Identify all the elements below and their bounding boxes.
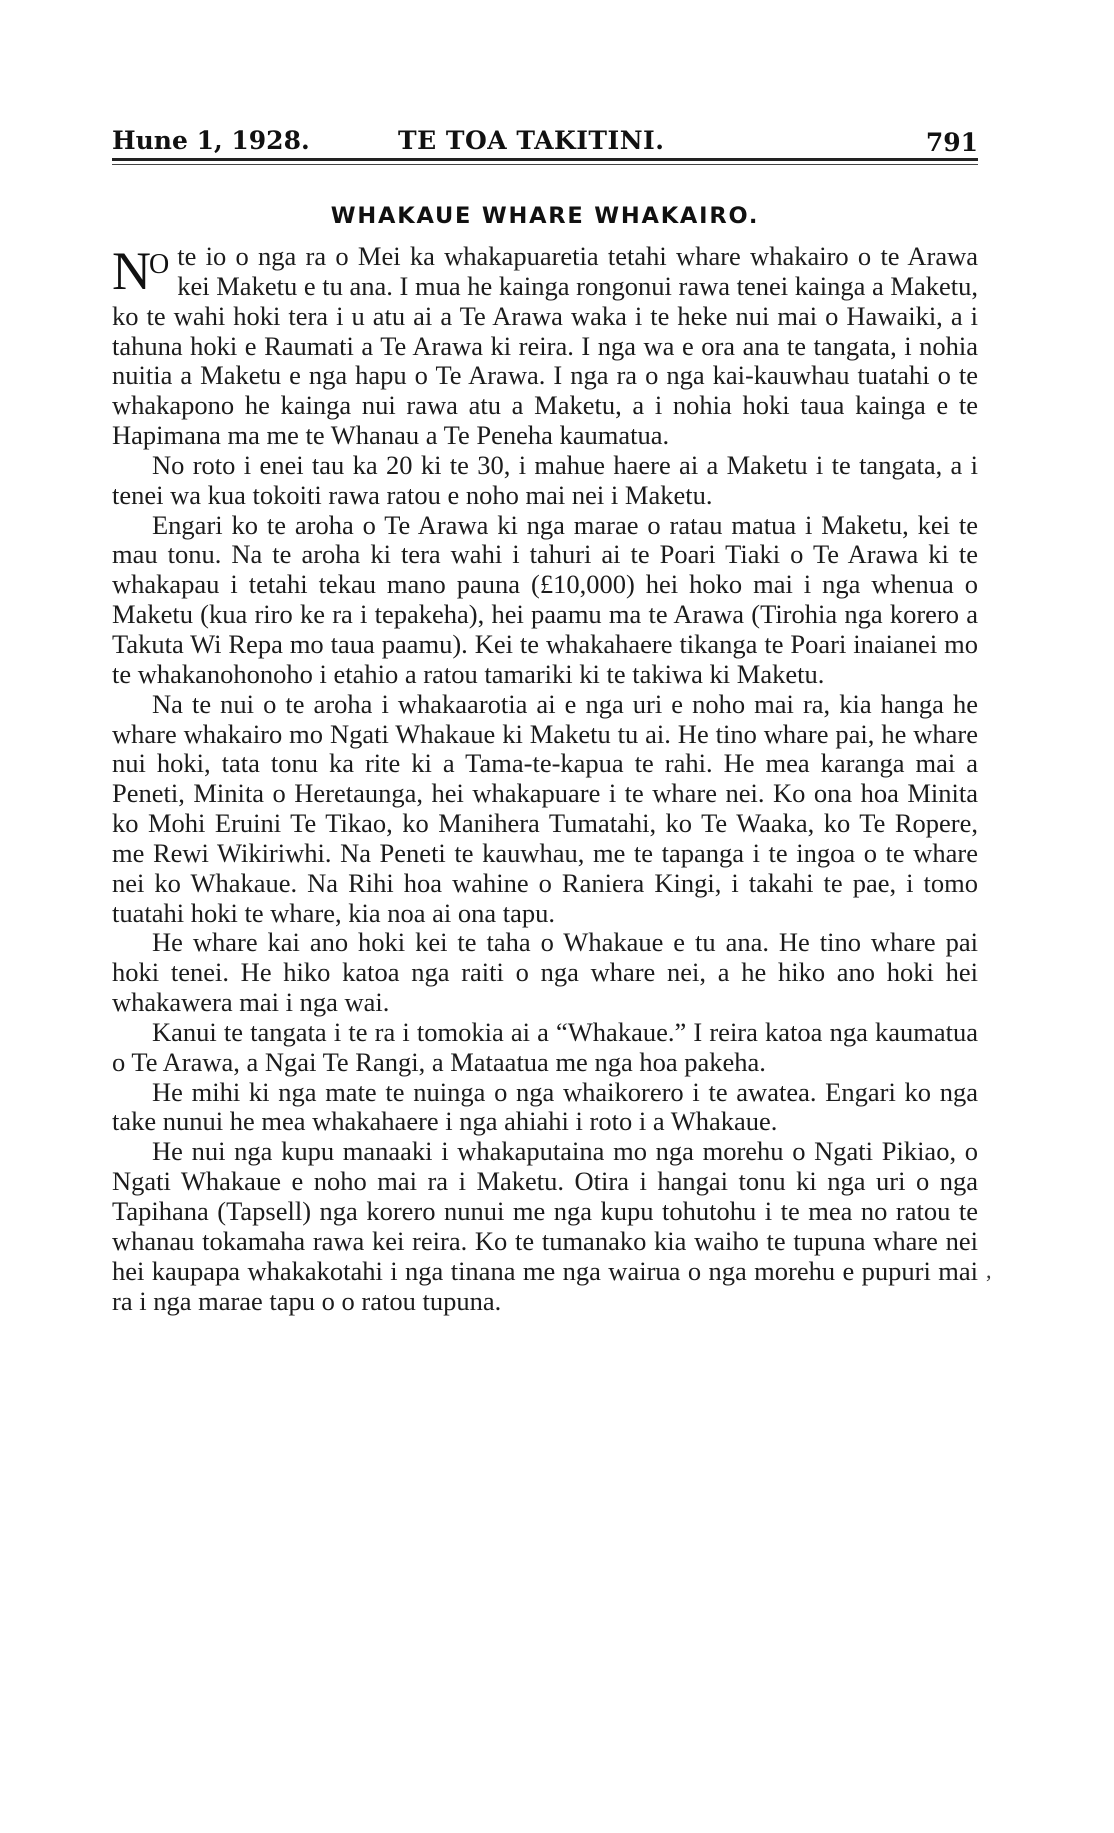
paragraph-8: He nui nga kupu manaaki i whakaputaina mo nga morehu o Ngati Pikiao, o Ngati Whakaue e noho mai ra i Maketu. Otira i hangai tonu ki nga uri o nga Tapihana (Tapsell) nga korero nunui me nga kupu tohutohu i te mea no ratou te whanau tokamaha rawa kei reira. Ko te tumanako kia waiho te tupuna whare nei hei kaupapa whakakotahi i nga tinana me nga wairua o nga morehu e pupuri mai ra i nga marae tapu o o ratou tupuna.	[112, 1136, 978, 1316]
page-number: 791	[925, 128, 978, 157]
drop-cap-small-letter: O	[149, 249, 168, 280]
journal-title: TE TOA TAKITINI.	[398, 126, 665, 155]
drop-cap-letter: N	[112, 241, 149, 301]
paragraph-6: Kanui te tangata i te ra i tomokia ai a “Whakaue.” I reira katoa nga kaumatua o Te Arawa, a Ngai Te Rangi, a Mataatua me nga hoa pakeha.	[112, 1016, 978, 1077]
paragraph-1-text: te io o nga ra o Mei ka whakapuaretia tetahi whare whakairo o te Arawa kei Maketu e tu ana. I mua he kainga rongonui rawa tenei kainga a Maketu, ko te wahi hoki tera i u atu ai a Te Arawa waka i te heke nui mai o Hawaiki, a i tahuna hoki e Raumati a Te Arawa ki reira. I nga wa e ora ana te tangata, i nohia nuitia a Maketu e nga hapu o Te Arawa. I nga ra o nga kai-kauwhau tuatahi o te whakapono he kainga nui rawa atu a Maketu, a i nohia hoki taua kainga e te Hapimana ma me te Whanau a Te Peneha kaumatua.	[112, 241, 978, 451]
paragraph-3: Engari ko te aroha o Te Arawa ki nga marae o ratau matua i Maketu, kei te mau tonu. Na te aroha ki tera wahi i tahuri ai te Poari Tiaki o Te Arawa ki te whakapau i tetahi tekau mano pauna (£10,000) hei hoko mai i nga whenua o Maketu (kua riro ke ra i tepakeha), hei paamu ma te Arawa (Tirohia nga korero a Takuta Wi Repa mo taua paamu). Kei te whakahaere tikanga te Poari inaianei mo te whakanohonoho i etahio a ratou tamariki ki te takiwa ki Maketu.	[112, 509, 978, 689]
paragraph-4: Na te nui o te aroha i whakaarotia ai e nga uri e noho mai ra, kia hanga he whare whakairo mo Ngati Whakaue ki Maketu tu ai. He tino whare pai, he whare nui hoki, tata tonu ka rite ki a Tama-te-kapua te rahi. He mea karanga mai a Peneti, Minita o Heretaunga, hei whakapuare i te whare nei. Ko ona hoa Minita ko Mohi Eruini Te Tikao, ko Manihera Tumatahi, ko Te Waaka, ko Te Ropere, me Rewi Wikiriwhi. Na Peneti te kauwhau, me te tapanga i te ingoa o te whare nei ko Whakaue. Na Rihi hoa wahine o Raniera Kingi, i takahi te pae, i tomo tuatahi hoki te whare, kia noa ai ona tapu.	[112, 688, 978, 928]
article-title: WHAKAUE WHARE WHAKAIRO.	[330, 203, 760, 229]
issue-date: Hune 1, 1928.	[112, 126, 310, 155]
paragraph-1	[112, 242, 978, 451]
running-head	[112, 122, 980, 158]
drop-cap	[112, 241, 168, 301]
article-body	[112, 242, 978, 1316]
margin-mark: ,	[986, 1258, 992, 1283]
paragraph-2: No roto i enei tau ka 20 ki te 30, i mahue haere ai a Maketu i te tangata, a i tenei wa kua tokoiti rawa ratou e noho mai nei i Maketu.	[112, 449, 978, 510]
paragraph-7: He mihi ki nga mate te nuinga o nga whaikorero i te awatea. Engari ko nga take nunui he mea whakahaere i nga ahiahi i roto i a Whakaue.	[112, 1076, 978, 1137]
header-rule-thin	[112, 164, 978, 165]
header-rule-thick	[112, 158, 978, 161]
paragraph-5: He whare kai ano hoki kei te taha o Whakaue e tu ana. He tino whare pai hoki tenei. He hiko katoa nga raiti o nga whare nei, a he hiko ano hoki hei whakawera mai i nga wai.	[112, 927, 978, 1018]
